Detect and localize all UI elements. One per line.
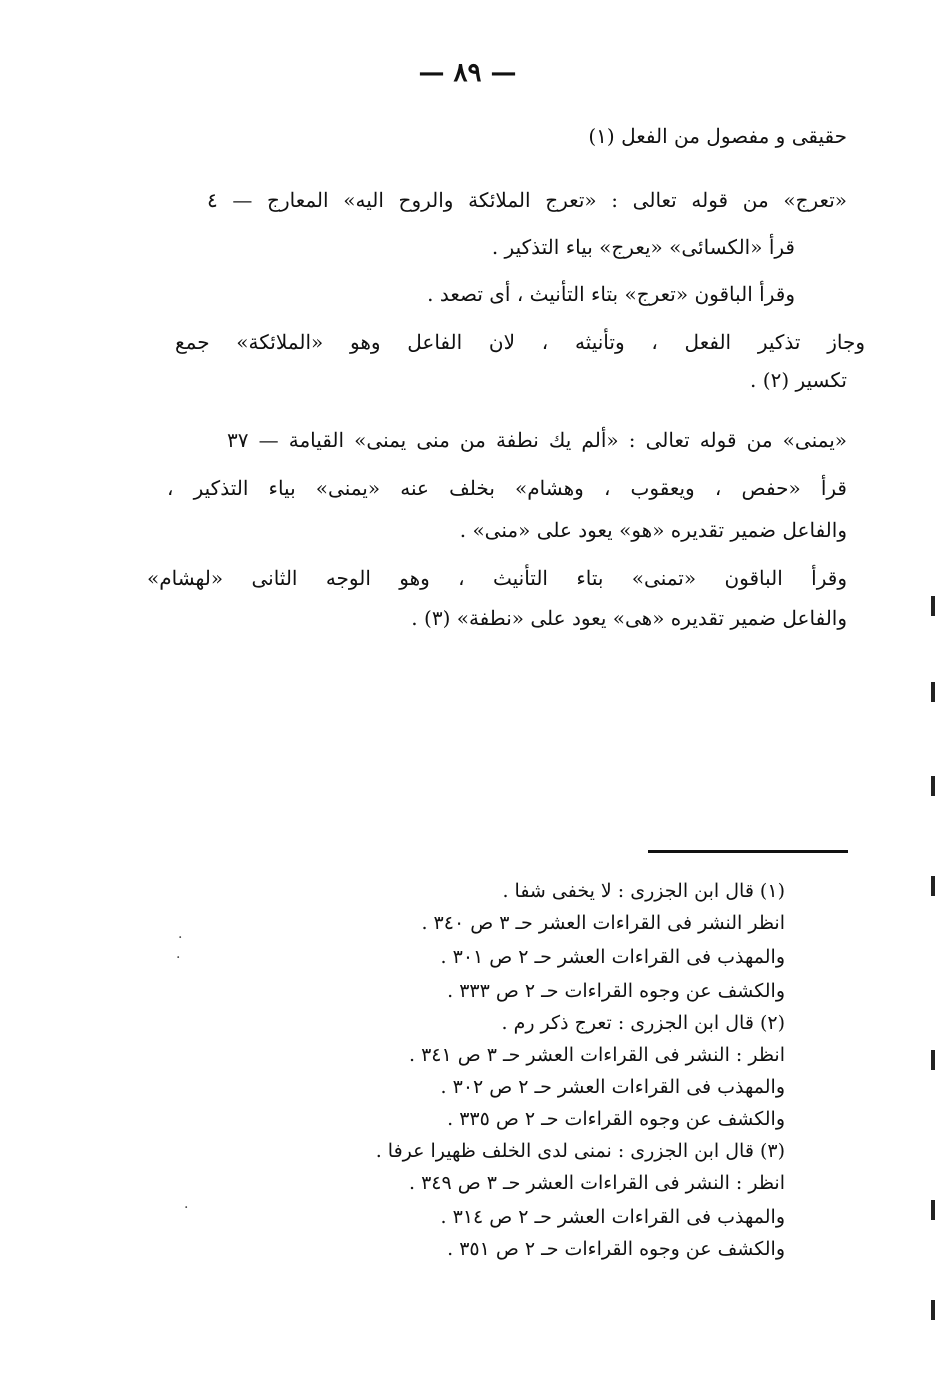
body-line-3: قرأ «الكسائى» «يعرج» بياء التذكير . bbox=[491, 235, 795, 259]
body-line-9: والفاعل ضمير تقديره «هو» يعود على «منى» . bbox=[459, 518, 847, 542]
body-line-2: «تعرج» من قوله تعالى : «تعرج الملائكة والروح اليه» المعارج — ٤ bbox=[207, 188, 847, 212]
body-line-7: «يمنى» من قوله تعالى : «ألم يك نطفة من منى يمنى» القيامة — ٣٧ bbox=[227, 428, 847, 452]
scan-speck: · bbox=[176, 950, 181, 966]
footnote-line-6: انظر : النشر فى القراءات العشر حـ ٣ ص ٣٤١ . bbox=[409, 1044, 785, 1066]
footnote-line-12: والكشف عن وجوه القراءات حـ ٢ ص ٣٥١ . bbox=[447, 1238, 785, 1260]
footnote-line-5: (٢) قال ابن الجزرى : تعرج ذكر رم . bbox=[501, 1012, 785, 1034]
scan-edge-mark bbox=[931, 682, 935, 702]
scan-edge-mark bbox=[931, 1050, 935, 1070]
scan-edge-mark bbox=[931, 596, 935, 616]
body-line-5: وجاز تذكير الفعل ، وتأنيثه ، لان الفاعل وهو «الملائكة» جمع bbox=[175, 330, 865, 354]
footnote-separator bbox=[648, 850, 848, 853]
body-line-6: تكسير (٢) . bbox=[750, 368, 847, 392]
page-number: — ٨٩ — bbox=[418, 58, 517, 88]
scan-edge-mark bbox=[931, 876, 935, 896]
body-line-4: وقرأ الباقون «تعرج» بتاء التأنيث ، أى تصعد . bbox=[427, 282, 795, 306]
scan-edge-mark bbox=[931, 776, 935, 796]
footnote-line-4: والكشف عن وجوه القراءات حـ ٢ ص ٣٣٣ . bbox=[447, 980, 785, 1002]
scan-speck: · bbox=[184, 1200, 189, 1216]
body-line-8: قرأ «حفص ، ويعقوب ، وهشام» بخلف عنه «يمنى» بياء التذكير ، bbox=[167, 476, 847, 500]
footnote-line-10: انظر : النشر فى القراءات العشر حـ ٣ ص ٣٤٩ . bbox=[409, 1172, 785, 1194]
scan-edge-mark bbox=[931, 1300, 935, 1320]
footnote-line-7: والمهذب فى القراءات العشر حـ ٢ ص ٣٠٢ . bbox=[440, 1076, 785, 1098]
body-line-11: والفاعل ضمير تقديره «هى» يعود على «نطفة» (٣) . bbox=[411, 606, 847, 630]
footnote-line-8: والكشف عن وجوه القراءات حـ ٢ ص ٣٣٥ . bbox=[447, 1108, 785, 1130]
footnote-line-3: والمهذب فى القراءات العشر حـ ٢ ص ٣٠١ . bbox=[440, 946, 785, 968]
footnote-line-1: (١) قال ابن الجزرى : لا يخفى شفا . bbox=[502, 880, 785, 902]
footnote-line-9: (٣) قال ابن الجزرى : نمنى لدى الخلف ظهيرا عرفا . bbox=[375, 1140, 785, 1162]
body-line-10: وقرأ الباقون «تمنى» بتاء التأنيث ، وهو الوجه الثانى «لهشام» bbox=[147, 566, 847, 590]
body-line-1: حقيقى و مفصول من الفعل (١) bbox=[588, 124, 847, 148]
footnote-line-2: انظر النشر فى القراءات العشر حـ ٣ ص ٣٤٠ . bbox=[421, 912, 785, 934]
scan-edge-mark bbox=[931, 1200, 935, 1220]
footnote-line-11: والمهذب فى القراءات العشر حـ ٢ ص ٣١٤ . bbox=[440, 1206, 785, 1228]
scan-speck: · bbox=[178, 930, 183, 946]
